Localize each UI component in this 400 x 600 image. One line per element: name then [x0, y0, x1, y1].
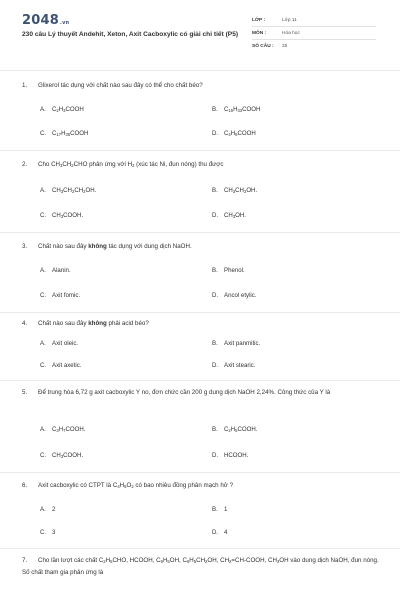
divider [0, 312, 400, 313]
option-label: B. [212, 187, 218, 194]
question-text [22, 318, 382, 329]
option-label: C. [40, 362, 47, 369]
meta-key: LỚP : [252, 17, 266, 23]
option-text: $CH_3CH_2OH$. [224, 187, 258, 194]
question-number: 3. [22, 243, 28, 250]
divider [0, 548, 400, 549]
option-label: A. [40, 340, 46, 347]
option-text: Axit axetic. [52, 362, 82, 369]
option-b[interactable] [212, 426, 257, 433]
option-text: $CH_3OH$. [224, 212, 246, 219]
option-text: Axit stearic. [224, 362, 256, 369]
option-label: B. [212, 340, 218, 347]
meta-value: Hóa học [282, 30, 300, 36]
option-text: $C_{15}H_{33}COOH$ [224, 106, 261, 113]
option-label: D. [212, 529, 219, 536]
meta-key: SỐ CÂU : [252, 44, 274, 49]
option-text: $CH_3COOH$. [52, 452, 84, 459]
question-stem: Glixerol tác dụng với chất nào sau đây có thể cho chất béo? [38, 82, 203, 89]
option-b[interactable] [212, 267, 245, 274]
question-text [22, 241, 382, 252]
option-a[interactable] [40, 506, 55, 513]
page-title: 230 câu Lý thuyết Andehit, Xeton, Axit Cacboxylic có giải chi tiết (P5) [22, 31, 239, 38]
option-label: D. [212, 452, 219, 459]
option-text: Axit oleic. [52, 340, 79, 347]
option-a[interactable] [40, 187, 96, 194]
option-text: 1 [224, 506, 228, 513]
question-stem: Cho $CH_3CH_2CHO$ phản ứng với $H_2$ (xúc tác Ni, đun nóng) thu được [38, 161, 224, 168]
option-text: $C_2H_3COOH$ [52, 106, 84, 113]
option-text: 4 [224, 529, 228, 536]
option-label: B. [212, 106, 218, 113]
logo-suffix: .vn [59, 20, 70, 26]
option-text: $C_3H_7COOH$. [52, 426, 86, 433]
option-c[interactable] [40, 362, 81, 369]
option-text: 3 [52, 529, 56, 536]
option-c[interactable] [40, 292, 80, 299]
option-label: D. [212, 130, 219, 137]
question-stem: Axit cacboxylic có CTPT là $C_4H_6O_2$ có bao nhiêu đồng phân mạch hở ? [38, 482, 234, 489]
divider [0, 380, 400, 381]
option-d[interactable] [212, 130, 256, 137]
option-a[interactable] [40, 106, 84, 113]
divider [0, 472, 400, 473]
option-c[interactable] [40, 130, 88, 137]
option-a[interactable] [40, 426, 85, 433]
divider [0, 150, 400, 151]
option-label: C. [40, 130, 47, 137]
option-d[interactable] [212, 529, 227, 536]
question-text [22, 387, 382, 398]
option-label: A. [40, 506, 46, 513]
option-d[interactable] [212, 212, 246, 219]
option-label: C. [40, 212, 47, 219]
option-text: $C_2H_5COOH$. [224, 426, 258, 433]
option-label: B. [212, 506, 218, 513]
option-text: Ancol etylic. [224, 292, 257, 299]
option-label: C. [40, 529, 47, 536]
meta-value: 25 [282, 44, 288, 49]
option-b[interactable] [212, 340, 260, 347]
option-label: C. [40, 292, 47, 299]
question-stem: Chất nào sau đây không tác dụng với dung dịch NaOH. [38, 243, 192, 250]
option-a[interactable] [40, 340, 78, 347]
option-label: B. [212, 426, 218, 433]
question-text [22, 555, 382, 578]
option-label: B. [212, 267, 218, 274]
option-text: $CH_3CH_2CH_2OH$. [52, 187, 97, 194]
option-label: A. [40, 187, 46, 194]
question-stem: Để trung hòa 6,72 g axit cacboxylic Y no, đơn chức cần 200 g dung dịch NaOH 2,24%. Công thức của Y là [38, 389, 331, 396]
option-b[interactable] [212, 187, 257, 194]
logo-text: 2048 [22, 13, 59, 28]
option-d[interactable] [212, 452, 248, 459]
option-b[interactable] [212, 506, 227, 513]
meta-key: MÔN : [252, 30, 267, 36]
option-text: $C_{17}H_{35}COOH$ [52, 130, 89, 137]
option-text: 2 [52, 506, 56, 513]
option-text: Axit fomic. [52, 292, 81, 299]
option-label: A. [40, 106, 46, 113]
option-a[interactable] [40, 267, 71, 274]
question-number: 2. [22, 161, 28, 168]
meta-row-class [252, 14, 376, 27]
question-number: 4. [22, 320, 28, 327]
question-number: 1. [22, 82, 28, 89]
option-c[interactable] [40, 212, 83, 219]
divider [0, 70, 400, 71]
option-text: $C_4H_9COOH$ [224, 130, 256, 137]
meta-table [252, 14, 376, 53]
option-c[interactable] [40, 529, 55, 536]
option-label: A. [40, 267, 46, 274]
question-number: 5. [22, 389, 28, 396]
site-logo[interactable] [22, 13, 69, 28]
meta-row-count [252, 40, 376, 53]
option-text: HCOOH. [224, 452, 249, 459]
option-b[interactable] [212, 106, 260, 113]
meta-value: Lớp 11 [282, 17, 297, 23]
option-d[interactable] [212, 292, 257, 299]
question-number: 6. [22, 482, 28, 489]
option-label: C. [40, 452, 47, 459]
option-text: $CH_3COOH$. [52, 212, 84, 219]
question-text [22, 159, 382, 171]
meta-row-subject [252, 27, 376, 40]
page-header [0, 0, 400, 66]
option-d[interactable] [212, 362, 256, 369]
question-stem: Cho lần lượt các chất $C_2H_5CHO$, HCOOH, $C_6H_5OH$, $C_6H_5CH_2OH$, $CH_2=CH$-COOH, $CH_3OH$ vào dung dịch NaOH, đun nóng. Số chất tham gia phản ứng là [22, 557, 379, 576]
option-label: D. [212, 292, 219, 299]
option-label: A. [40, 426, 46, 433]
option-text: Alanin. [52, 267, 71, 274]
question-number: 7. [22, 557, 28, 564]
option-text: Axit panmitic. [224, 340, 261, 347]
question-text [22, 480, 382, 492]
divider [0, 232, 400, 233]
option-label: D. [212, 362, 219, 369]
question-stem: Chất nào sau đây không phải acid béo? [38, 320, 149, 327]
question-text [22, 80, 382, 91]
option-text: Phenol. [224, 267, 245, 274]
option-label: D. [212, 212, 219, 219]
option-c[interactable] [40, 452, 83, 459]
